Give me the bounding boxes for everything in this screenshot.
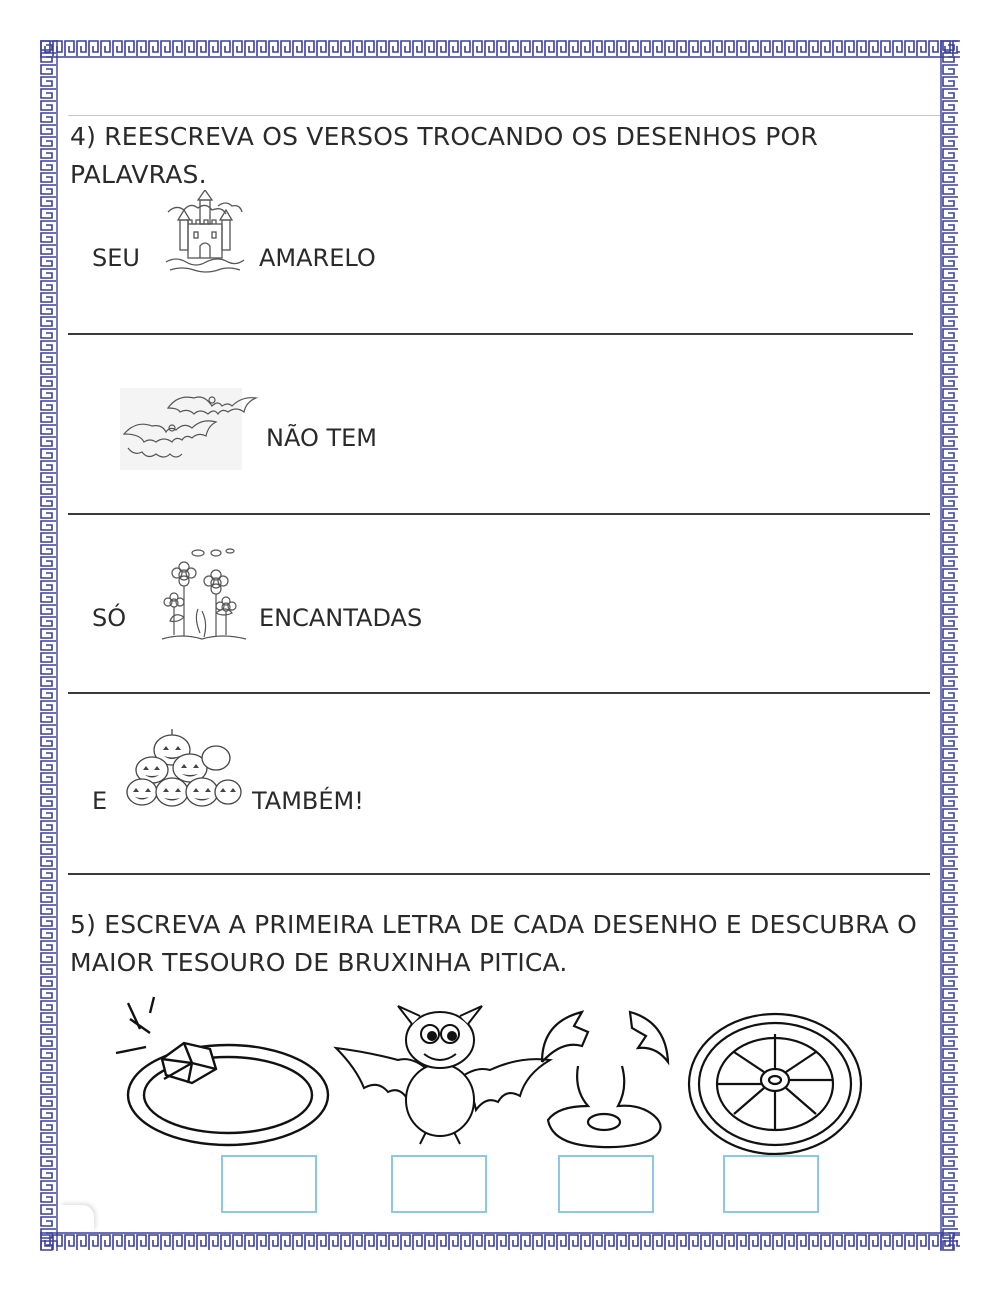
answer-box-4[interactable] [723,1155,819,1213]
verse-3-after: ENCANTADAS [259,604,423,632]
page-corner-curl [60,1205,94,1231]
greek-key-border-right [940,40,960,1251]
pumpkins-icon [124,728,244,810]
wheel-icon [686,1010,864,1158]
egg-icon [534,1006,674,1152]
answer-line-4[interactable] [68,873,930,875]
greek-key-border-top [40,38,960,58]
bats-icon [120,388,270,470]
greek-key-border-left [38,40,58,1251]
question-5-title: 5) ESCREVA A PRIMEIRA LETRA DE CADA DESENHO E DESCUBRA O MAIOR TESOURO DE BRUXINHA PITICA. [70,910,917,977]
answer-box-2[interactable] [391,1155,487,1213]
verse-2-after: NÃO TEM [266,424,377,452]
verse-1-before: SEU [92,244,140,272]
answer-line-3[interactable] [68,692,930,694]
verse-1-after: AMARELO [259,244,376,272]
ring-icon [110,995,332,1155]
flowers-icon [160,547,248,647]
verse-3-before: SÓ [92,604,127,632]
question-4-title: 4) REESCREVA OS VERSOS TROCANDO OS DESENHOS POR PALAVRAS. [70,122,818,189]
header-divider [68,115,940,116]
answer-line-2[interactable] [68,513,930,515]
bat-icon [330,1000,555,1150]
verse-4-before: E [92,787,108,815]
answer-box-1[interactable] [221,1155,317,1213]
answer-box-3[interactable] [558,1155,654,1213]
greek-key-border-bottom [40,1232,960,1252]
answer-line-1[interactable] [68,333,913,335]
castle-icon [160,190,250,280]
verse-4-after: TAMBÉM! [252,787,364,815]
